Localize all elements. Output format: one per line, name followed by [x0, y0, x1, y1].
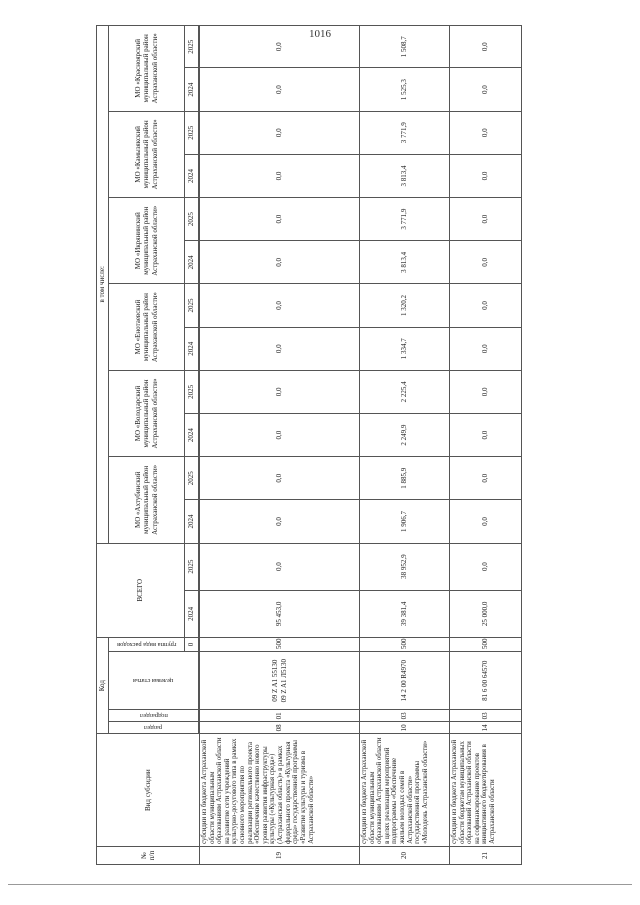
- header-incl: в том числе:: [97, 26, 109, 544]
- subsidy-table: [96, 25, 522, 865]
- value-cell: 3 771,9: [360, 198, 450, 241]
- value-cell: 1 320,2: [360, 284, 450, 327]
- header-year: 2025: [185, 457, 199, 500]
- value-cell: 0,0: [200, 26, 360, 68]
- row-section: 08: [200, 722, 360, 734]
- row-description: субсидии из бюджета Астраханской области муниципальным образованиям Астраханской области на развитие сети учреждений культурно-досугового типа в рамках основного мероприятия по реализации регионального проекта «Обеспечение качественно нового уровня развития инфраструктуры культуры («Культурная среда») (Астраханская область)» в рамках федерального проекта «Культурная среда» государственной программы «Развитие культуры и туризма в Астраханской области»: [200, 734, 360, 847]
- value-cell: 0,0: [200, 68, 360, 111]
- header-num: № п/п: [97, 846, 200, 864]
- value-cell: 39 381,4: [360, 590, 450, 637]
- header-year: 2024: [185, 413, 199, 456]
- value-cell: 25 000,0: [450, 590, 522, 637]
- value-cell: 0,0: [450, 198, 522, 241]
- header-year: 2024: [185, 327, 199, 370]
- row-section: 10: [360, 722, 450, 734]
- value-cell: 0,0: [450, 26, 522, 68]
- header-mo-1: МО «Ахтубинский муниципальный район Астраханской области»: [109, 457, 185, 543]
- row-subsection: 03: [450, 710, 522, 722]
- header-mo-6: МО «Красноярский муниципальный район Астраханской области»: [109, 26, 185, 112]
- document-page: [96, 25, 546, 865]
- value-cell: 0,0: [450, 370, 522, 413]
- value-cell: 0,0: [200, 543, 360, 590]
- row-target: 09 Z A1 55130 09 Z A1 Л5130: [200, 652, 360, 710]
- value-cell: 3 813,4: [360, 154, 450, 197]
- value-cell: 0,0: [200, 198, 360, 241]
- header-code: Код: [97, 637, 109, 733]
- header-code-group: группа вида расходов: [109, 637, 185, 651]
- header-year: 2025: [185, 26, 199, 68]
- header-year: 2024: [185, 68, 199, 111]
- value-cell: 0,0: [200, 413, 360, 456]
- row-num: 20: [360, 846, 450, 864]
- row-num: 19: [200, 846, 360, 864]
- header-mo-5: МО «Камызякский муниципальный район Астраханской области»: [109, 111, 185, 197]
- value-cell: 1 906,7: [360, 500, 450, 543]
- value-cell: 0,0: [450, 543, 522, 590]
- value-cell: 0,0: [200, 111, 360, 154]
- row-num: 21: [450, 846, 522, 864]
- header-year: 2024: [185, 154, 199, 197]
- header-year: 2024: [185, 500, 199, 543]
- header-mo-3: МО «Енотаевский муниципальный район Астраханской области»: [109, 284, 185, 370]
- header-code-target: целевая статья: [109, 652, 199, 710]
- value-cell: 0,0: [450, 241, 522, 284]
- header-year: 2025: [185, 284, 199, 327]
- page-bottom-rule: [8, 884, 632, 885]
- value-cell: 3 813,4: [360, 241, 450, 284]
- row-section: 14: [450, 722, 522, 734]
- value-cell: 0,0: [450, 154, 522, 197]
- value-cell: 1 525,3: [360, 68, 450, 111]
- value-cell: 0,0: [200, 284, 360, 327]
- rotated-table-container: [96, 25, 546, 865]
- header-code-section: раздел: [109, 722, 199, 734]
- header-type: Вид субсидии: [97, 734, 200, 847]
- header-code-subsection: подраздел: [109, 710, 199, 722]
- header-year: 2025: [185, 370, 199, 413]
- value-cell: 0,0: [450, 413, 522, 456]
- value-cell: 0,0: [450, 284, 522, 327]
- value-cell: 0,0: [200, 241, 360, 284]
- value-cell: 0,0: [450, 457, 522, 500]
- row-group: 500: [450, 637, 522, 651]
- table-row: [200, 26, 360, 865]
- value-cell: 1 334,7: [360, 327, 450, 370]
- row-subsection: 01: [200, 710, 360, 722]
- row-subsection: 03: [360, 710, 450, 722]
- value-cell: 0,0: [200, 327, 360, 370]
- value-cell: 0,0: [200, 500, 360, 543]
- value-cell: 95 453,0: [200, 590, 360, 637]
- row-group: 500: [200, 637, 360, 651]
- value-cell: 1 508,7: [360, 26, 450, 68]
- header-year: 2024: [185, 590, 199, 637]
- header-year: 2024: [185, 241, 199, 284]
- header-year: 2025: [185, 543, 199, 590]
- value-cell: 0,0: [450, 327, 522, 370]
- row-description: субсидии из бюджета Астраханской области муниципальным образованиям Астраханской области в целях реализации мероприятий подпрограммы «Обеспечение жильем молодых семей в Астраханской области» государственной программы «Молодежь Астраханской области»: [360, 734, 450, 847]
- value-cell: 2 225,4: [360, 370, 450, 413]
- header-mo-4: МО «Икрянинский муниципальный район Астраханской области»: [109, 198, 185, 284]
- row-description: субсидии из бюджета Астраханской области бюджетам муниципальных образований Астраханской области на софинансирование проектов инициативного бюджетирования в Астраханской области: [450, 734, 522, 847]
- header-total: ВСЕГО: [97, 543, 185, 637]
- table-row: [360, 26, 450, 865]
- row-target: 81 6 00 64570: [450, 652, 522, 710]
- value-cell: 2 249,9: [360, 413, 450, 456]
- value-cell: 1 885,9: [360, 457, 450, 500]
- row-group: 500: [360, 637, 450, 651]
- value-cell: 0,0: [200, 457, 360, 500]
- row-target: 14 2 00 R4970: [360, 652, 450, 710]
- header-mo-2: МО «Володарский муниципальный район Астраханской области»: [109, 370, 185, 456]
- header-year: 2025: [185, 111, 199, 154]
- header-year: 2025: [185, 198, 199, 241]
- value-cell: 38 952,9: [360, 543, 450, 590]
- value-cell: 3 771,9: [360, 111, 450, 154]
- value-cell: 0,0: [200, 370, 360, 413]
- value-cell: 0,0: [450, 68, 522, 111]
- value-cell: 0,0: [450, 500, 522, 543]
- page-number: 1016: [309, 28, 331, 40]
- value-cell: 0,0: [450, 111, 522, 154]
- value-cell: 0,0: [200, 154, 360, 197]
- header-group-code: 0: [185, 637, 199, 651]
- table-row: [450, 26, 522, 865]
